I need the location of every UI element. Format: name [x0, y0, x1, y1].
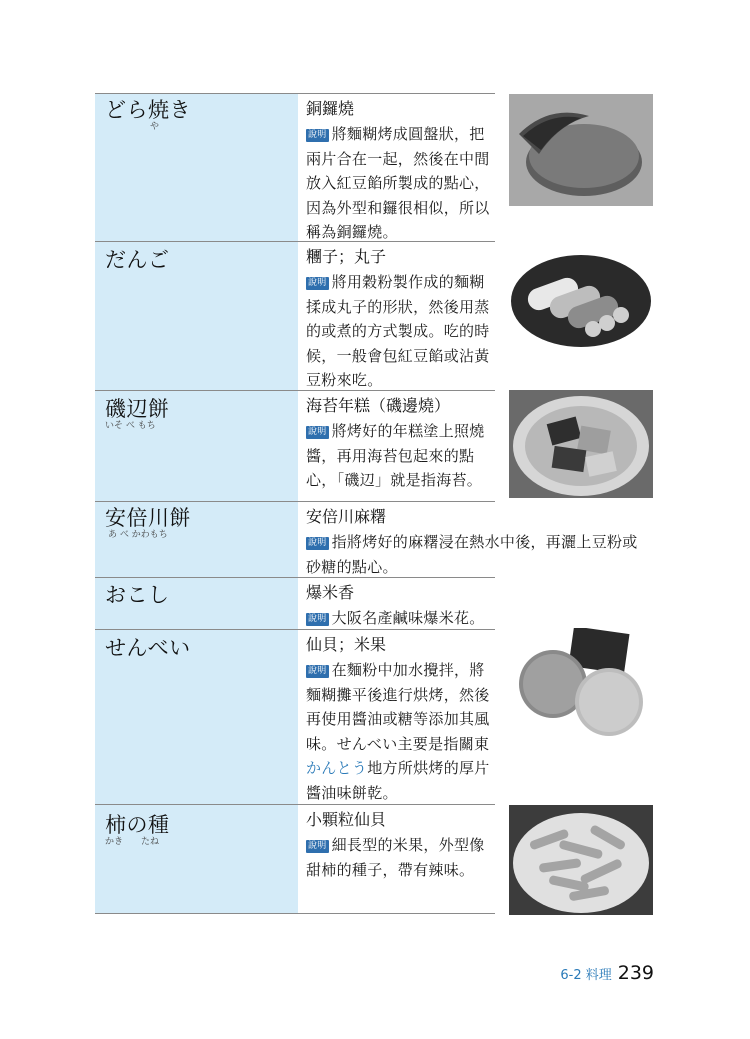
- kakinotane-photo: [509, 805, 653, 915]
- entry-description: 說明 將烤好的年糕塗上照燒醬，再用海苔包起來的點心，「磯辺」就是指海苔。: [306, 422, 485, 489]
- term-column-background: [95, 93, 298, 913]
- term-ruby: いそ べ もち: [105, 421, 156, 431]
- entry-title: 銅鑼燒: [306, 99, 355, 118]
- entry-description: 說明 在麵粉中加水攪拌，將麵糊攤平後進行烘烤，然後再使用醬油或糖等添加其風味。せんべい主要是指關東かんとう地方所烘烤的厚片醬油味餅乾。: [306, 661, 490, 802]
- entry-description: 說明 指將烤好的麻糬浸在熱水中後，再灑上豆粉或砂糖的點心。: [306, 533, 638, 576]
- row-divider: [95, 913, 495, 914]
- term-label: どら焼き: [105, 98, 191, 122]
- entry-description: 說明 將麵糊烤成圓盤狀，把兩片合在一起，然後在中間放入紅豆餡所製成的點心，因為外型和鑼很相似，所以稱為銅鑼燒。: [306, 125, 490, 241]
- entry-description: 說明 細長型的米果，外型像甜柿的種子，帶有辣味。: [306, 836, 485, 879]
- term-label: 柿の種: [105, 813, 170, 837]
- kanto-reading: かんとう: [306, 759, 368, 777]
- term-ruby: や: [150, 122, 160, 132]
- term-label: 磯辺餅: [105, 397, 170, 421]
- term-label: せんべい: [105, 636, 191, 660]
- dorayaki-photo: [509, 94, 653, 206]
- senbei-photo: [509, 628, 653, 741]
- page-footer: [560, 962, 654, 984]
- entry-title: 仙貝；米果: [306, 635, 387, 654]
- explanation-badge: 說明: [308, 614, 327, 624]
- term-label: だんご: [105, 248, 170, 272]
- entry-title: 海苔年糕（磯邊燒）: [306, 396, 451, 415]
- entry-description: 說明 將用穀粉製作成的麵糊揉成丸子的形狀，然後用蒸的或煮的方式製成。吃的時候，一般會包紅豆餡或沾黃豆粉來吃。: [306, 273, 490, 389]
- entry-title: 糰子；丸子: [306, 247, 387, 266]
- term-ruby: あ べ かわもち: [108, 530, 168, 540]
- entry-description: 說明 大阪名產鹹味爆米花。: [308, 609, 485, 627]
- term-label: 安倍川餅: [105, 506, 191, 530]
- explanation-badge: 說明: [308, 130, 327, 140]
- entry-title: 小顆粒仙貝: [306, 810, 387, 829]
- section-label: 6-2 料理: [560, 968, 612, 983]
- dango-photo: [509, 243, 653, 349]
- entry-title: 爆米香: [306, 583, 355, 602]
- explanation-badge: 說明: [308, 538, 327, 548]
- explanation-badge: 說明: [308, 666, 327, 676]
- row-divider: [95, 501, 495, 502]
- explanation-badge: 說明: [308, 278, 327, 288]
- term-ruby: かき たね: [105, 837, 160, 847]
- row-divider: [95, 93, 495, 94]
- explanation-badge: 說明: [308, 841, 327, 851]
- isobemochi-photo: [509, 390, 653, 498]
- explanation-badge: 說明: [308, 427, 327, 437]
- page-number: 239: [617, 962, 654, 984]
- term-label: おこし: [105, 583, 170, 607]
- entry-title: 安倍川麻糬: [306, 507, 387, 526]
